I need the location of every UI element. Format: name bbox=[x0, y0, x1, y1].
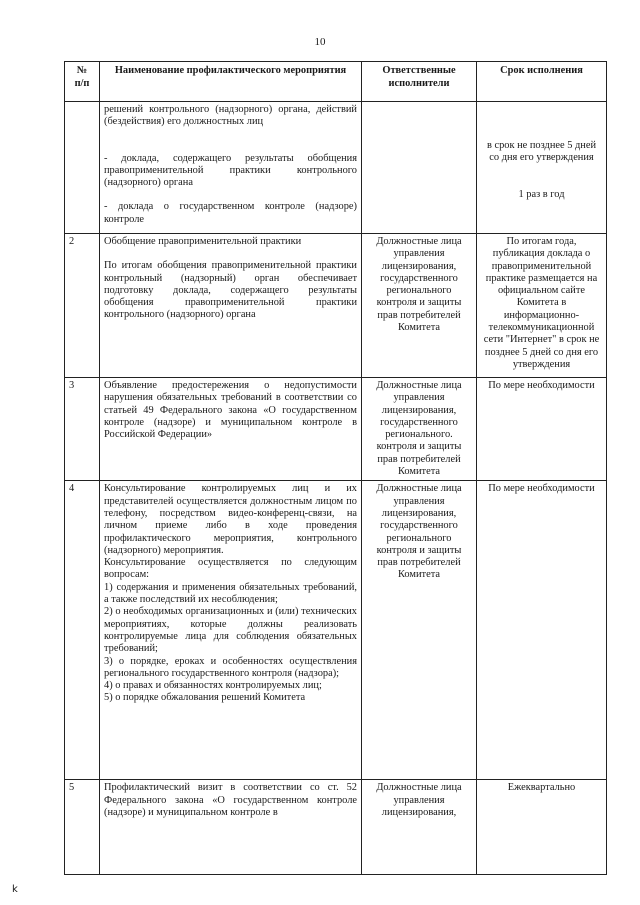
row-num: 4 bbox=[65, 481, 100, 780]
row-responsible: Должностные лица управления лицензирования, государственного регионального контроля и защиты прав потребителей Комитета bbox=[362, 234, 477, 378]
row-num: 2 bbox=[65, 234, 100, 378]
row-num-cell bbox=[65, 102, 100, 234]
row-title: Обобщение правоприменительной практики bbox=[104, 236, 302, 247]
row-description bbox=[100, 234, 362, 378]
row-deadline: Ежеквартально bbox=[477, 780, 607, 875]
continuation-deadline-b: 1 раз в год bbox=[518, 188, 565, 200]
list-item: 3) о порядке, ероках и особенностях осуществления регионального государственного контроля (надзора); bbox=[104, 655, 357, 679]
row-responsible: Должностные лица управления лицензирования, bbox=[362, 780, 477, 875]
row-deadline: По мере необходимости bbox=[477, 378, 607, 481]
continuation-item-a: - доклада, содержащего результаты обобщения правоприменительной практики контрольного (надзорного) органа bbox=[104, 152, 357, 189]
table-row bbox=[65, 378, 607, 481]
corner-mark: k bbox=[12, 884, 18, 895]
table-header-row bbox=[65, 62, 607, 102]
list-item: 5) о порядке обжалования решений Комитета bbox=[104, 692, 306, 704]
row-deadline: По итогам года, публикация доклада о правоприменительной практике размещается на официальном сайте Комитета в информационно-телекоммуникационной сети "Интернет" в срок не позднее 5 дней со дня его утверждения bbox=[477, 234, 607, 378]
row-responsible: Должностные лица управления лицензирования, государственного регионального контроля и защиты прав потребителей Комитета bbox=[362, 481, 477, 780]
header-name: Наименование профилактического мероприятия bbox=[100, 62, 362, 102]
continuation-text: решений контрольного (надзорного) органа, действий (бездействия) его должностных лиц bbox=[104, 104, 357, 128]
row-responsible: Должностные лица управления лицензирования, государственного регионального. контроля и защиты прав потребителей Комитета bbox=[362, 378, 477, 481]
list-item: 4) о правах и обязанностях контролируемых лиц; bbox=[104, 680, 322, 692]
table-row bbox=[65, 234, 607, 378]
continuation-item-b: - доклада о государственном контроле (надзоре) контроле bbox=[104, 201, 357, 225]
row-deadline: По мере необходимости bbox=[477, 481, 607, 780]
table-row-continuation bbox=[65, 102, 607, 234]
header-num: № п/п bbox=[65, 62, 100, 102]
row-description bbox=[100, 481, 362, 780]
list-item: 1) содержания и применения обязательных требований, а также последствий их несоблюдения; bbox=[104, 581, 357, 606]
row-num: 5 bbox=[65, 780, 100, 875]
table-row bbox=[65, 481, 607, 780]
activity-table bbox=[64, 61, 607, 875]
row-body: По итогам обобщения правоприменительной практики контрольный (надзорный) орган обеспечивает подготовку доклада, содержащего результаты обобщения правоприменительной практики контрольного (надзорного) органа bbox=[104, 260, 357, 321]
header-responsible: Ответственные исполнители bbox=[362, 62, 477, 102]
row-deadline bbox=[477, 102, 607, 234]
list-item: 2) о необходимых организационных и (или) технических мероприятиях, которые должны реализовать контролируемые лица для соблюдения обязательных требований; bbox=[104, 606, 357, 655]
continuation-deadline-a: в срок не позднее 5 дней со дня его утверждения bbox=[486, 140, 597, 164]
page-number: 10 bbox=[314, 36, 326, 48]
row-lead: Консультирование осуществляется по следующим вопросам: bbox=[104, 557, 357, 581]
row-description: Объявление предостережения о недопустимости нарушения обязательных требований в соответствии со статьей 49 Федерального закона «О государственном контроле (надзоре) и муниципальном контроле в Российской Федерации» bbox=[100, 378, 362, 481]
row-description bbox=[100, 102, 362, 234]
row-responsible bbox=[362, 102, 477, 234]
row-num: 3 bbox=[65, 378, 100, 481]
header-deadline: Срок исполнения bbox=[477, 62, 607, 102]
row-title: Консультирование контролируемых лиц и их представителей осуществляется должностным лицом по телефону, посредством видео-конференц-связи, на личном приеме либо в ходе проведения профилактического мероприятия, контрольного (надзорного) мероприятия. bbox=[104, 483, 357, 556]
row-description: Профилактический визит в соответствии со ст. 52 Федерального закона «О государственном контроле (надзоре) и муниципальном контроле в bbox=[100, 780, 362, 875]
table-row bbox=[65, 780, 607, 875]
